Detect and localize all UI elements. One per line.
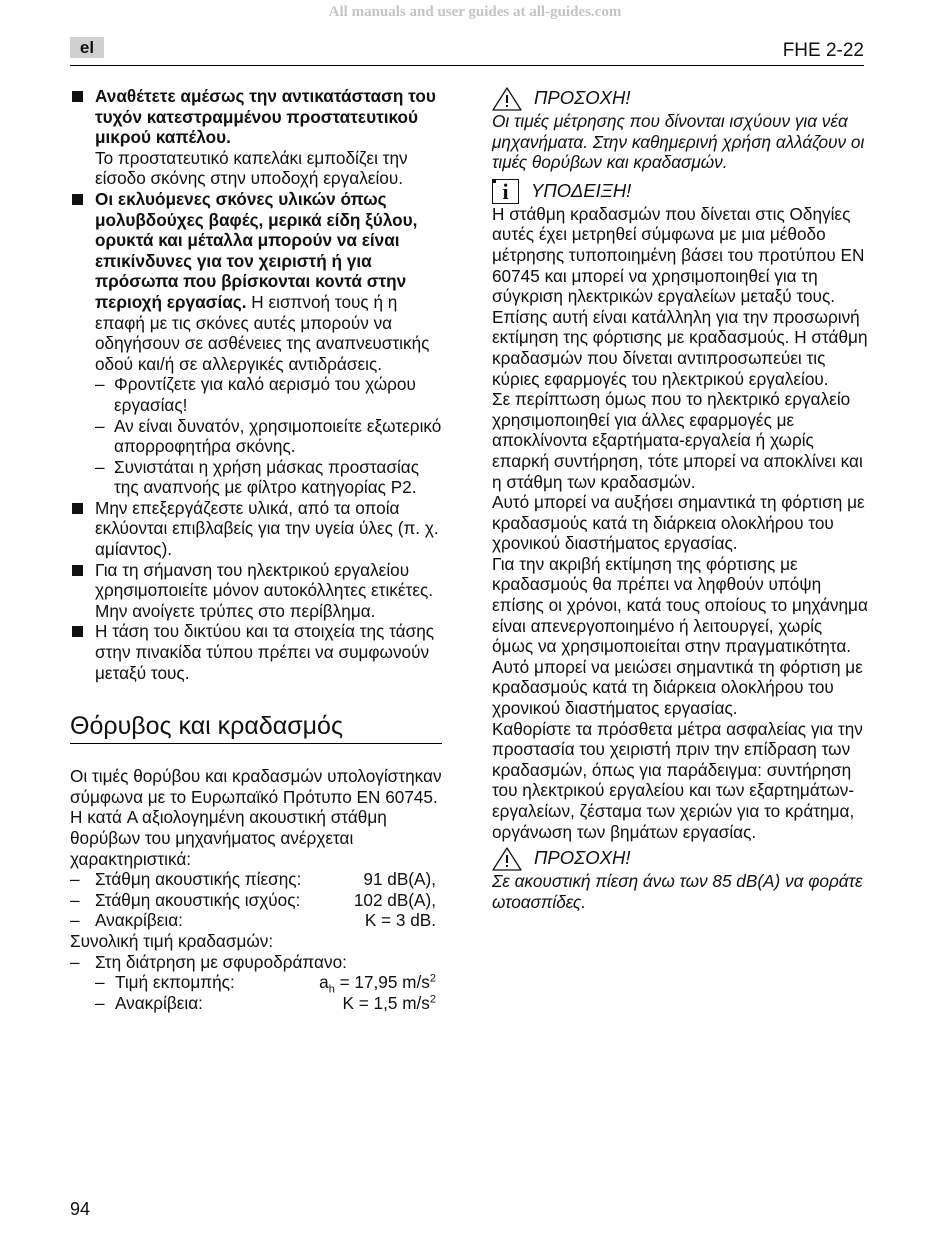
paragraph: Για την ακριβή εκτίμηση της φόρτισης με κραδασμούς θα πρέπει να ληφθούν υπόψη επίσης οι χρόνοι, κατά τους οποίους το μηχάνημα είναι απενεργοποιημένο ή λειτουργεί, χωρίς όμως να χρησιμοποιείται στην πραγματικότητα. Αυτό μπορεί να μειώσει σημαντικά τη φόρτιση με κραδασμούς κατά τη διάρκεια ολοκλήρου του χρονικού διαστήματος εργασίας. bbox=[492, 553, 868, 719]
note-title: ΥΠΟΔΕΙΞΗ! bbox=[531, 179, 632, 201]
info-icon: i bbox=[492, 179, 519, 204]
bullet-item: Η τάση του δικτύου και τα στοιχεία της τάσης στην πινακίδα τύπου πρέπει να συμφωνούν μεταξύ τους. bbox=[70, 621, 442, 683]
page-number: 94 bbox=[70, 1199, 91, 1219]
warning-text: Οι τιμές μέτρησης που δίνονται ισχύουν για νέα μηχανήματα. Στην καθημερινή χρήση αλλάζουν οι τιμές θορύβων και κραδασμών. bbox=[492, 111, 865, 173]
header-rule bbox=[70, 65, 864, 66]
bullet-text: Η εισπνοή τους ή η επαφή με τις σκόνες αυτές μπορούν να οδηγήσουν σε ασθένειες της αναπνευστικής οδού και/ή σε αλλεργικές αντιδράσεις. bbox=[95, 291, 430, 374]
paragraph: Καθορίστε τα πρόσθετα μέτρα ασφαλείας για την προστασία του χειριστή πριν την επίδραση των κραδασμών, όπως για παράδειγμα: συντήρηση του ηλεκτρικού εργαλείου και των εξαρτημάτων-εργαλείων, ζέσταμα των χεριών για το κράτημα, οργάνωση των βημάτων εργασίας. bbox=[492, 718, 863, 842]
right-column bbox=[492, 86, 868, 912]
spec-row: – Στη διάτρηση με σφυροδράπανο: bbox=[70, 951, 347, 972]
paragraph: Η στάθμη κραδασμών που δίνεται στις Οδηγίες αυτές έχει μετρηθεί σύμφωνα με μια μέθοδο μέτρησης τυποποιημένη βάσει του προτύπου EN 60745 και μπορεί να χρησιμοποιηθεί για τη σύγκριση ηλεκτρικών εργαλείων μεταξύ τους. Επίσης αυτή είναι κατάλληλη για την προσωρινή εκτίμηση της φόρτισης με κραδασμούς. Η στάθμη κραδασμών που δίνεται αντιπροσωπεύει τις κύριες εφαρμογές του ηλεκτρικού εργαλείου. bbox=[492, 203, 868, 389]
note-heading bbox=[492, 179, 868, 204]
left-column bbox=[70, 86, 442, 1013]
bullet-text: Το προστατευτικό καπελάκι εμποδίζει την είσοδο σκόνης στην υποδοχή εργαλείου. bbox=[95, 147, 408, 189]
spec-row: – Στάθμη ακουστικής ισχύος: 102 dB(A), bbox=[70, 889, 436, 910]
section-heading: Θόρυβος και κραδασμός bbox=[70, 711, 442, 744]
warning-title: ΠΡΟΣΟΧΗ! bbox=[534, 87, 631, 109]
vibration-row: – Τιμή εκπομπής: $a_h = 17,95$ $m/s^2$ bbox=[95, 972, 436, 996]
bullet-item bbox=[70, 86, 442, 189]
sub-item: – Αν είναι δυνατόν, χρησιμοποιείτε εξωτερικό απορροφητήρα σκόνης. bbox=[95, 415, 442, 457]
paragraph: Σε περίπτωση όμως που το ηλεκτρικό εργαλείο χρησιμοποιηθεί για άλλες εφαρμογές με αποκλίνοντα εξαρτήματα-εργαλεία ή χωρίς επαρκή συντήρηση, τότε μπορεί να αποκλίνει και η στάθμη των κραδασμών. bbox=[492, 389, 863, 492]
watermark: All manuals and user guides at all-guides.com bbox=[328, 4, 622, 20]
language-badge: el bbox=[70, 37, 104, 58]
bullet-item bbox=[70, 189, 442, 374]
sub-item: – Συνιστάται η χρήση μάσκας προστασίας της αναπνοής με φίλτρο κατηγορίας P2. bbox=[95, 456, 419, 498]
sub-item: – Φροντίζετε για καλό αερισμό του χώρου εργασίας! bbox=[95, 374, 416, 415]
spec-row: – Ανακρίβεια: K = 3 dB. bbox=[70, 910, 436, 931]
bullet-bold-text: Οι εκλυόμενες σκόνες υλικών όπως μολυβδούχες βαφές, μερικά είδη ξύλου, ορυκτά και μέταλλα μπορούν να είναι επικίνδυνες για τον χειριστή ή για πρόσωπα που βρίσκονται κοντά στην περιοχή εργασίας. bbox=[95, 188, 418, 312]
warning-icon bbox=[492, 847, 522, 871]
paragraph: Η κατά A αξιολογημένη ακουστική στάθμη θορύβων του μηχανήματος ανέρχεται χαρακτηριστικά: bbox=[70, 807, 387, 869]
bullet-bold-text: Αναθέτετε αμέσως την αντικατάσταση του τυχόν κατεστραμμένου προστατευτικού μικρού καπέλου. bbox=[95, 86, 436, 148]
warning-heading bbox=[492, 846, 868, 871]
paragraph: Αυτό μπορεί να αυξήσει σημαντικά τη φόρτιση με κραδασμούς κατά τη διάρκεια ολοκλήρου του χρονικού διαστήματος εργασίας. bbox=[492, 492, 865, 554]
model-label: FHE 2-22 bbox=[782, 40, 864, 61]
paragraph: Οι τιμές θορύβου και κραδασμών υπολογίστηκαν σύμφωνα με το Ευρωπαϊκό Πρότυπο EN 60745. bbox=[70, 766, 442, 807]
warning-text: Σε ακουστική πίεση άνω των 85 dB(A) να φοράτε ωτοασπίδες. bbox=[492, 871, 863, 912]
warning-title: ΠΡΟΣΟΧΗ! bbox=[534, 847, 631, 869]
vibration-row: – Ανακρίβεια: K = 1,5 $m/s^2$ bbox=[95, 992, 436, 1013]
bullet-item: Για τη σήμανση του ηλεκτρικού εργαλείου χρησιμοποιείτε μόνον αυτοκόλλητες ετικέτες. Μην ανοίγετε τρύπες στο περίβλημα. bbox=[70, 560, 442, 622]
paragraph: Συνολική τιμή κραδασμών: bbox=[70, 930, 274, 951]
bullet-item: Μην επεξεργάζεστε υλικά, από τα οποία εκλύονται επιβλαβείς για την υγεία ύλες (π. χ. αμίαντος). bbox=[70, 498, 442, 560]
spec-row: – Στάθμη ακουστικής πίεσης: 91 dB(A), bbox=[70, 869, 436, 890]
warning-heading bbox=[492, 86, 868, 111]
warning-icon bbox=[492, 87, 522, 111]
